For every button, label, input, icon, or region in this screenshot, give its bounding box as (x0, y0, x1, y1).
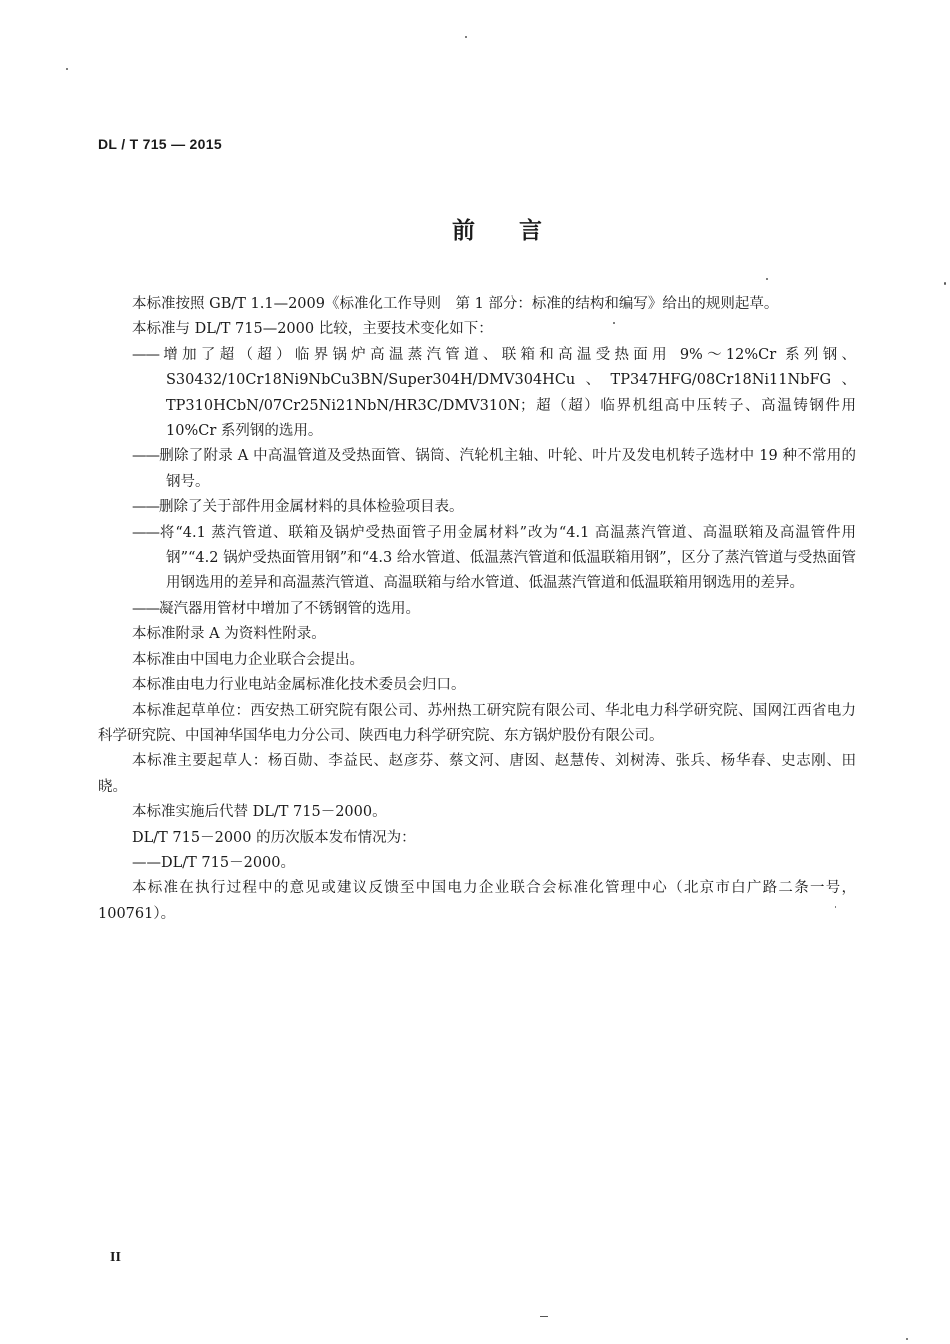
change-item-text: 删除了附录 A 中高温管道及受热面管、锅筒、汽轮机主轴、叶轮、叶片及发电机转子选材中 19 种不常用的钢号。 (159, 448, 856, 490)
dash-marker: —— (132, 346, 159, 363)
dash-marker: —— (132, 854, 161, 871)
paragraph-history-intro: DL/T 715－2000 的历次版本发布情况为： (132, 829, 416, 846)
scan-speck (66, 68, 68, 70)
paragraph-comparison-intro: 本标准与 DL/T 715—2000 比较，主要技术变化如下： (132, 321, 493, 338)
page-title: 前言 (452, 218, 586, 244)
paragraph-proposer: 本标准由中国电力企业联合会提出。 (132, 651, 364, 668)
history-item (98, 851, 856, 876)
scan-speck (835, 906, 836, 908)
change-item-text: 增加了超（超）临界锅炉高温蒸汽管道、联箱和高温受热面用 9%～12%Cr 系列钢、S30432/10Cr18Ni9NbCu3BN/Super304H/DMV304HCu、TP347HFG/08Cr18Ni11NbFG、TP310HCbN/07Cr25Ni21NbN/HR3C/DMV310N；超（超）临界机组高中压转子、高温铸钢件用 10%Cr 系列钢的选用。 (159, 346, 856, 440)
scan-speck (613, 322, 615, 324)
scan-speck (766, 278, 768, 280)
change-item-text: 将“4.1 蒸汽管道、联箱及锅炉受热面管子用金属材料”改为“4.1 高温蒸汽管道、高温联箱及高温管件用钢”“4.2 锅炉受热面管用钢”和“4.3 给水管道、低温蒸汽管道和低温联箱用钢”，区分了蒸汽管道与受热面管用钢选用的差异和高温蒸汽管道、高温联箱与给水管道、低温蒸汽管道和低温联箱用钢选用的差异。 (159, 524, 856, 592)
dash-marker: —— (132, 499, 159, 516)
paragraph-committee: 本标准由电力行业电站金属标准化技术委员会归口。 (132, 677, 466, 694)
paragraph-drafting-rules: 本标准按照 GB/T 1.1—2009《标准化工作导则 第 1 部分：标准的结构和编写》给出的规则起草。 (132, 296, 779, 312)
scan-speck (944, 282, 946, 285)
change-item (98, 495, 856, 520)
paragraph-annex: 本标准附录 A 为资料性附录。 (132, 626, 326, 643)
paragraph-drafting-units: 本标准起草单位：西安热工研究院有限公司、苏州热工研究院有限公司、华北电力科学研究院、国网江西省电力科学研究院、中国神华国华电力分公司、陕西电力科学研究院、东方锅炉股份有限公司。 (98, 702, 856, 744)
change-item-text: 删除了关于部件用金属材料的具体检验项目表。 (159, 499, 464, 516)
change-item (98, 343, 856, 445)
paragraph-feedback: 本标准在执行过程中的意见或建议反馈至中国电力企业联合会标准化管理中心（北京市白广路二条一号，100761）。 (98, 880, 856, 922)
change-item (98, 444, 856, 495)
history-item-text: DL/T 715－2000。 (161, 854, 295, 871)
scan-speck (465, 36, 467, 38)
dash-marker: —— (132, 448, 159, 465)
paragraph-drafters: 本标准主要起草人：杨百勋、李益民、赵彦芬、蔡文河、唐囡、赵慧传、刘树涛、张兵、杨华春、史志刚、田晓。 (98, 753, 856, 795)
scan-speck (906, 1338, 908, 1340)
change-item (98, 597, 856, 622)
dash-marker: —— (132, 524, 159, 541)
paragraph-replacement: 本标准实施后代替 DL/T 715－2000。 (132, 804, 387, 821)
dash-marker: —— (132, 600, 159, 617)
change-item-text: 凝汽器用管材中增加了不锈钢管的选用。 (159, 600, 420, 617)
standard-code: DL / T 715 — 2015 (98, 136, 222, 152)
page-number: II (110, 1250, 121, 1265)
scan-speck (540, 1316, 548, 1317)
foreword-body (98, 292, 856, 927)
change-item (98, 521, 856, 597)
